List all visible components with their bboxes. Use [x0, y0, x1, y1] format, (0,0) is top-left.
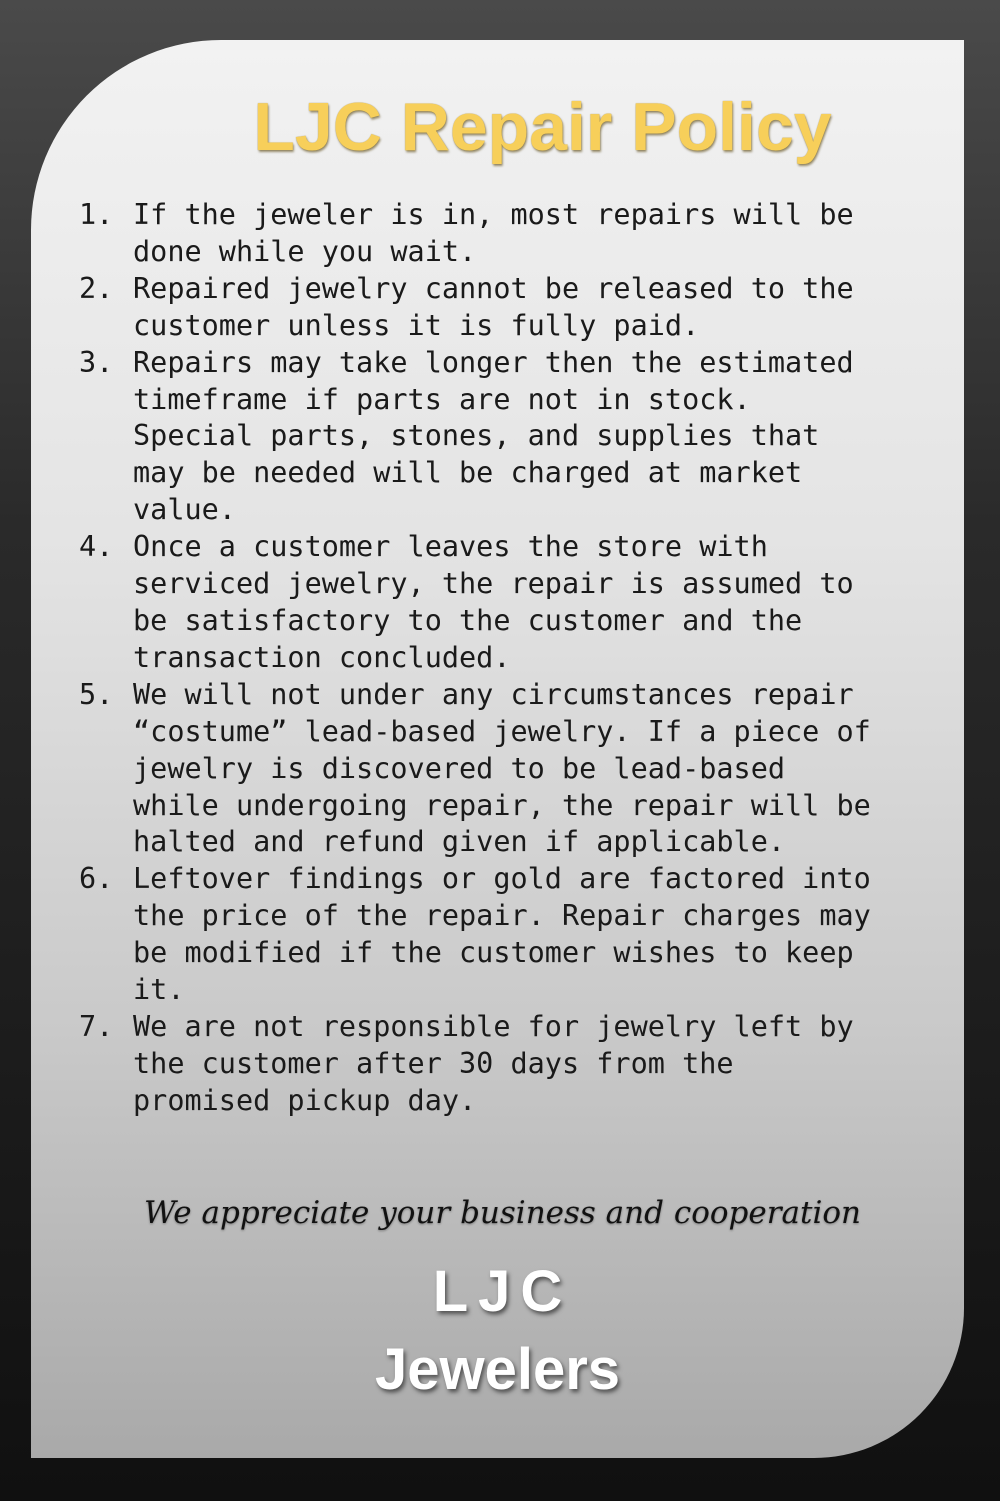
policy-text: Once a customer leaves the store with serviced jewelry, the repair is assumed to be satisfactory to the customer and the transaction concluded.	[133, 530, 854, 674]
policy-text: Repaired jewelry cannot be released to the customer unless it is fully paid.	[133, 271, 854, 342]
policy-item-3	[79, 345, 879, 530]
policy-number: 3.	[79, 345, 114, 379]
policy-text: If the jeweler is in, most repairs will be done while you wait.	[133, 198, 854, 268]
policy-number: 2.	[79, 271, 114, 305]
policy-text: We are not responsible for jewelry left by the customer after 30 days from the promised pickup day.	[133, 1009, 854, 1117]
policy-number: 4.	[79, 530, 114, 564]
policy-item-4	[79, 529, 879, 677]
policy-card	[31, 40, 964, 1458]
brand-subtitle: Jewelers	[374, 1337, 621, 1402]
policy-item-1	[79, 197, 879, 271]
policy-number: 1.	[79, 198, 114, 231]
policy-number: 7.	[79, 1009, 114, 1043]
policy-number: 5.	[79, 677, 114, 711]
policy-item-5	[79, 677, 879, 862]
policy-text: Repairs may take longer then the estimated timeframe if parts are not in stock. Special parts, stones, and supplies that may be needed will be charged at market value.	[133, 345, 854, 527]
policy-item-6	[79, 861, 879, 1009]
tagline: We appreciate your business and cooperation	[143, 1195, 862, 1231]
policy-item-7	[79, 1009, 879, 1120]
policy-text: We will not under any circumstances repair “costume” lead-based jewelry. If a piece of jewelry is discovered to be lead-based while undergoing repair, the repair will be halted and refund given if applicable.	[133, 677, 871, 859]
brand-name: LJC	[432, 1259, 573, 1324]
policy-item-2	[79, 271, 879, 345]
page-title: LJC Repair Policy	[253, 89, 832, 165]
policy-number: 6.	[79, 862, 114, 896]
policy-list	[79, 197, 879, 1120]
policy-text: Leftover findings or gold are factored into the price of the repair. Repair charges may be modified if the customer wishes to keep it.	[133, 862, 871, 1007]
